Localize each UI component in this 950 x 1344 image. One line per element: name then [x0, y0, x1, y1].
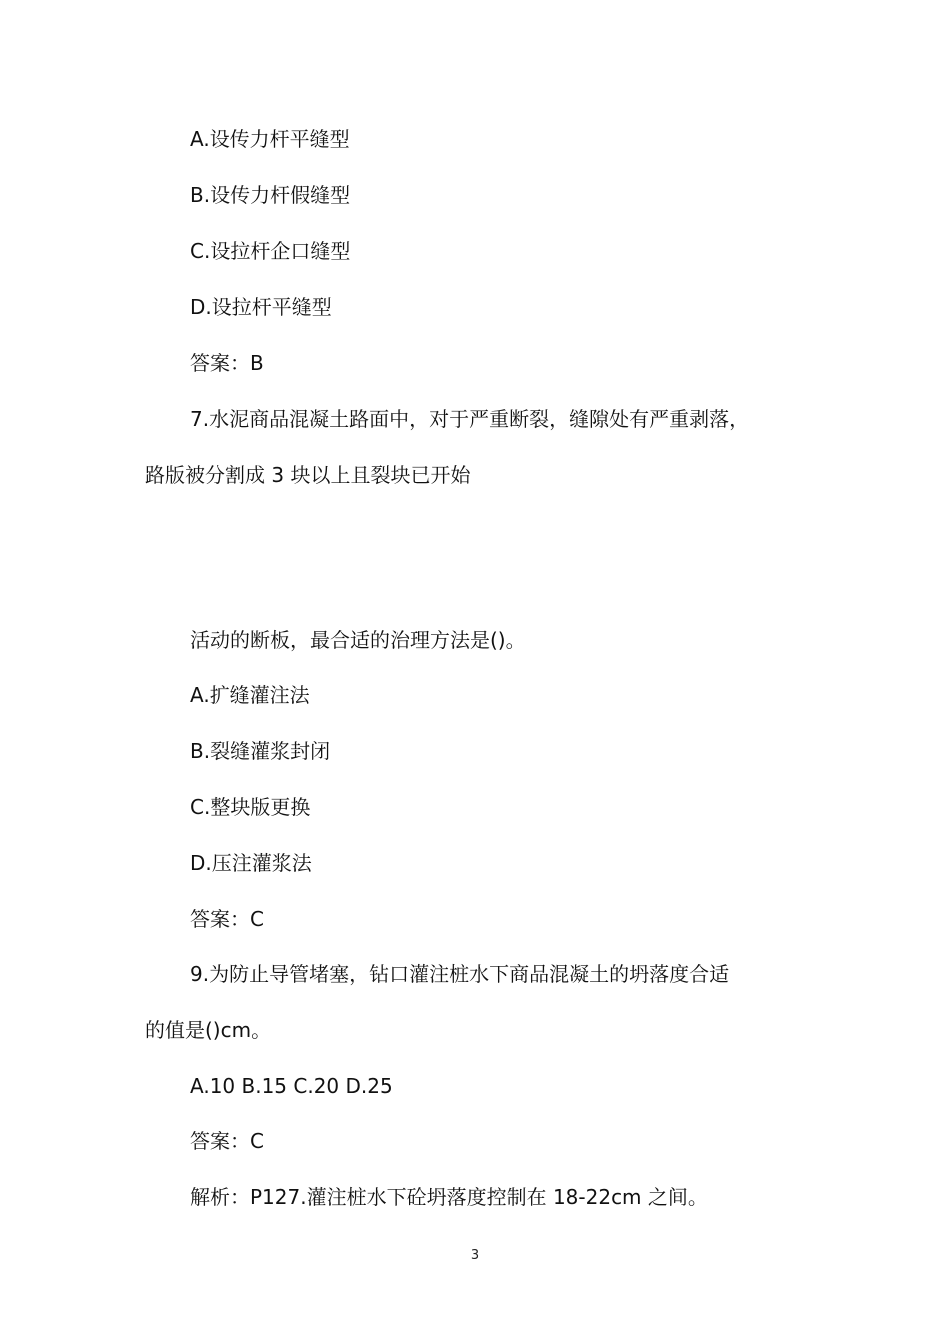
q6-option-b: B.设传力杆假缝型	[190, 183, 351, 207]
q6-option-c: C.设拉杆企口缝型	[190, 239, 351, 263]
q7-stem-line-3: 活动的断板，最合适的治理方法是()。	[190, 628, 526, 652]
q9-stem-line-1: 9.为防止导管堵塞，钻口灌注桩水下商品混凝土的坍落度合适	[190, 962, 730, 986]
q6-answer: 答案：B	[190, 351, 264, 375]
q7-option-c: C.整块版更换	[190, 795, 311, 819]
q9-options: A.10 B.15 C.20 D.25	[190, 1074, 393, 1098]
q6-option-a: A.设传力杆平缝型	[190, 127, 350, 151]
q7-stem-line-2: 路版被分割成 3 块以上且裂块已开始	[145, 463, 471, 487]
q9-stem-line-2: 的值是()cm。	[145, 1018, 272, 1042]
q9-analysis: 解析：P127.灌注桩水下砼坍落度控制在 18-22cm 之间。	[190, 1185, 708, 1209]
q7-stem-line-1: 7.水泥商品混凝土路面中，对于严重断裂，缝隙处有严重剥落，	[190, 407, 750, 431]
q9-answer: 答案：C	[190, 1129, 264, 1153]
q7-option-d: D.压注灌浆法	[190, 851, 312, 875]
q7-answer: 答案：C	[190, 907, 264, 931]
q7-option-b: B.裂缝灌浆封闭	[190, 739, 331, 763]
page-number: 3	[470, 1248, 480, 1263]
q6-option-d: D.设拉杆平缝型	[190, 295, 332, 319]
q7-option-a: A.扩缝灌注法	[190, 683, 310, 707]
